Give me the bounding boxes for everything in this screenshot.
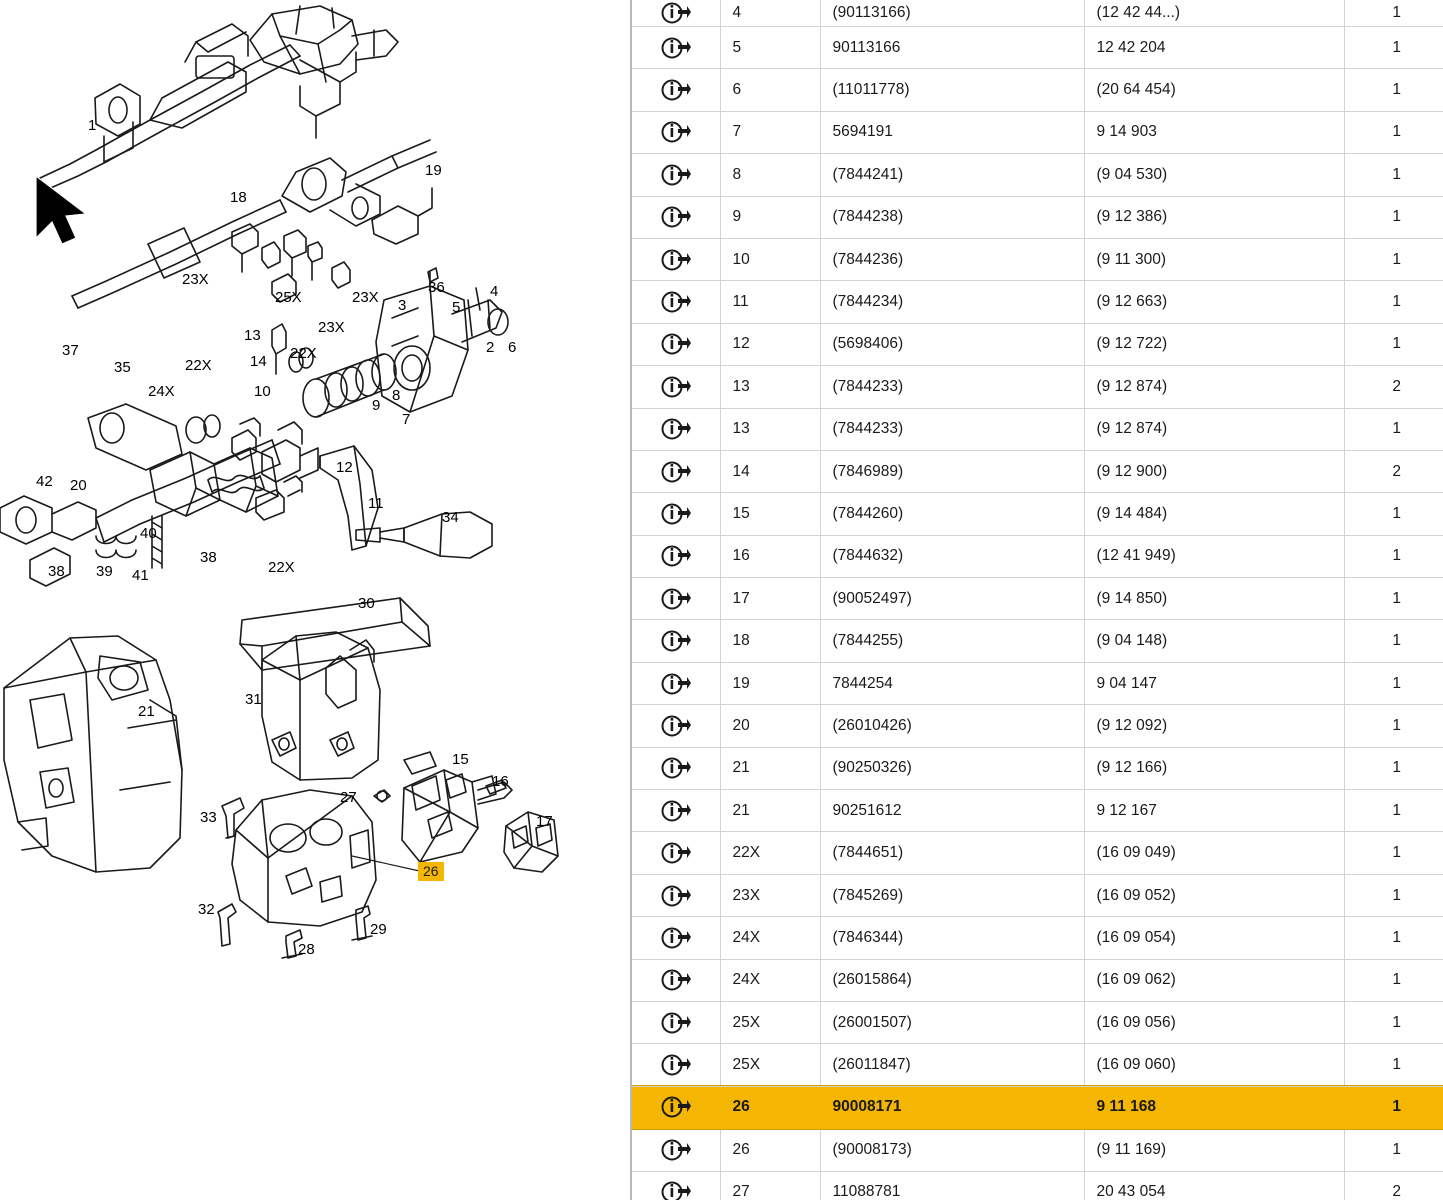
svg-text:39: 39 xyxy=(96,563,113,580)
row-quantity: 2 xyxy=(1344,1171,1443,1200)
svg-text:16: 16 xyxy=(492,773,509,790)
row-position: 22X xyxy=(720,832,820,874)
row-reference: 9 14 903 xyxy=(1084,111,1344,153)
row-part-number: (7845269) xyxy=(820,874,1084,916)
row-position: 4 xyxy=(720,0,820,27)
row-part-number: (5698406) xyxy=(820,323,1084,365)
table-row[interactable] xyxy=(632,154,1443,196)
row-info-cell[interactable] xyxy=(632,69,720,111)
table-row[interactable] xyxy=(632,578,1443,620)
row-info-cell[interactable] xyxy=(632,535,720,577)
table-row[interactable] xyxy=(632,27,1443,69)
row-info-cell[interactable] xyxy=(632,705,720,747)
row-info-cell[interactable] xyxy=(632,0,720,27)
row-position: 12 xyxy=(720,323,820,365)
row-position: 11 xyxy=(720,281,820,323)
row-quantity: 1 xyxy=(1344,238,1443,280)
svg-text:2: 2 xyxy=(486,339,495,356)
row-reference: 20 43 054 xyxy=(1084,1171,1344,1200)
row-reference: (9 14 850) xyxy=(1084,578,1344,620)
row-position: 26 xyxy=(720,1129,820,1171)
info-arrow-icon[interactable] xyxy=(661,204,691,230)
info-arrow-icon[interactable] xyxy=(661,1094,691,1120)
table-row[interactable] xyxy=(632,366,1443,408)
row-part-number: (7844236) xyxy=(820,238,1084,280)
row-position: 16 xyxy=(720,535,820,577)
table-row[interactable] xyxy=(632,705,1443,747)
svg-text:23X: 23X xyxy=(182,271,209,288)
row-quantity: 1 xyxy=(1344,1001,1443,1043)
svg-text:29: 29 xyxy=(370,921,387,938)
info-arrow-icon[interactable] xyxy=(661,713,691,739)
svg-text:34: 34 xyxy=(442,509,459,526)
row-position: 13 xyxy=(720,366,820,408)
table-row[interactable] xyxy=(632,408,1443,450)
row-info-cell[interactable] xyxy=(632,1129,720,1171)
row-info-cell[interactable] xyxy=(632,238,720,280)
row-position: 14 xyxy=(720,450,820,492)
row-quantity: 1 xyxy=(1344,69,1443,111)
row-quantity: 1 xyxy=(1344,196,1443,238)
row-info-cell[interactable] xyxy=(632,366,720,408)
row-info-cell[interactable] xyxy=(632,154,720,196)
info-arrow-icon[interactable] xyxy=(661,416,691,442)
row-position: 9 xyxy=(720,196,820,238)
info-arrow-icon[interactable] xyxy=(661,628,691,654)
svg-text:15: 15 xyxy=(452,751,469,768)
row-position: 27 xyxy=(720,1171,820,1200)
row-reference: (16 09 052) xyxy=(1084,874,1344,916)
svg-text:23X: 23X xyxy=(352,289,379,306)
info-arrow-icon[interactable] xyxy=(661,755,691,781)
row-quantity: 2 xyxy=(1344,366,1443,408)
row-quantity: 1 xyxy=(1344,832,1443,874)
row-info-cell[interactable] xyxy=(632,662,720,704)
row-position: 26 xyxy=(720,1086,820,1128)
row-info-cell[interactable] xyxy=(632,1171,720,1200)
row-part-number: (90008173) xyxy=(820,1129,1084,1171)
info-arrow-icon[interactable] xyxy=(661,798,691,824)
row-part-number: 5694191 xyxy=(820,111,1084,153)
row-position: 24X xyxy=(720,959,820,1001)
info-arrow-icon[interactable] xyxy=(661,1179,691,1200)
svg-text:27: 27 xyxy=(340,789,357,806)
row-info-cell[interactable] xyxy=(632,578,720,620)
row-quantity: 2 xyxy=(1344,450,1443,492)
info-arrow-icon[interactable] xyxy=(661,586,691,612)
table-row[interactable] xyxy=(632,535,1443,577)
table-row[interactable] xyxy=(632,917,1443,959)
row-part-number: (90250326) xyxy=(820,747,1084,789)
row-part-number: (7844233) xyxy=(820,408,1084,450)
row-quantity: 1 xyxy=(1344,27,1443,69)
table-row[interactable] xyxy=(632,662,1443,704)
info-arrow-icon[interactable] xyxy=(661,967,691,993)
table-row[interactable] xyxy=(632,790,1443,832)
row-part-number: (7844233) xyxy=(820,366,1084,408)
row-reference: (12 41 949) xyxy=(1084,535,1344,577)
row-info-cell[interactable] xyxy=(632,111,720,153)
row-position: 21 xyxy=(720,747,820,789)
row-reference: (9 12 166) xyxy=(1084,747,1344,789)
row-quantity: 1 xyxy=(1344,1129,1443,1171)
row-quantity: 1 xyxy=(1344,662,1443,704)
parts-table-pane[interactable] xyxy=(632,0,1443,1200)
table-row[interactable] xyxy=(632,1129,1443,1171)
row-position: 25X xyxy=(720,1001,820,1043)
row-part-number: 90008171 xyxy=(820,1086,1084,1128)
row-part-number: (26010426) xyxy=(820,705,1084,747)
svg-text:6: 6 xyxy=(508,339,517,356)
row-position: 13 xyxy=(720,408,820,450)
row-reference: (9 11 169) xyxy=(1084,1129,1344,1171)
row-position: 20 xyxy=(720,705,820,747)
svg-text:35: 35 xyxy=(114,359,131,376)
svg-text:31: 31 xyxy=(245,691,262,708)
row-reference: (9 14 484) xyxy=(1084,493,1344,535)
row-part-number: (7844260) xyxy=(820,493,1084,535)
table-row[interactable] xyxy=(632,323,1443,365)
info-arrow-icon[interactable] xyxy=(661,1010,691,1036)
table-row[interactable] xyxy=(632,450,1443,492)
svg-text:21: 21 xyxy=(138,703,155,720)
row-part-number: (26015864) xyxy=(820,959,1084,1001)
info-arrow-icon[interactable] xyxy=(661,374,691,400)
row-reference: 9 04 147 xyxy=(1084,662,1344,704)
row-part-number: (7844632) xyxy=(820,535,1084,577)
table-row[interactable] xyxy=(632,69,1443,111)
row-info-cell[interactable] xyxy=(632,27,720,69)
row-part-number: (7846344) xyxy=(820,917,1084,959)
row-info-cell[interactable] xyxy=(632,1044,720,1086)
row-quantity: 1 xyxy=(1344,281,1443,323)
row-part-number: (90052497) xyxy=(820,578,1084,620)
row-part-number: 11088781 xyxy=(820,1171,1084,1200)
row-position: 6 xyxy=(720,69,820,111)
diagram-highlight-callout[interactable]: 26 xyxy=(418,862,444,881)
svg-text:10: 10 xyxy=(254,383,271,400)
row-reference: (9 11 300) xyxy=(1084,238,1344,280)
row-info-cell[interactable] xyxy=(632,917,720,959)
row-info-cell[interactable] xyxy=(632,450,720,492)
row-position: 18 xyxy=(720,620,820,662)
row-quantity: 1 xyxy=(1344,578,1443,620)
info-arrow-icon[interactable] xyxy=(661,35,691,61)
row-part-number: (7844651) xyxy=(820,832,1084,874)
row-info-cell[interactable] xyxy=(632,620,720,662)
row-reference: (16 09 054) xyxy=(1084,917,1344,959)
row-part-number: (7846989) xyxy=(820,450,1084,492)
row-part-number: (26011847) xyxy=(820,1044,1084,1086)
row-part-number: (7844238) xyxy=(820,196,1084,238)
svg-text:30: 30 xyxy=(358,595,375,612)
info-arrow-icon[interactable] xyxy=(661,883,691,909)
info-arrow-icon[interactable] xyxy=(661,501,691,527)
row-position: 7 xyxy=(720,111,820,153)
svg-text:17: 17 xyxy=(536,813,553,830)
row-part-number: 7844254 xyxy=(820,662,1084,704)
svg-text:9: 9 xyxy=(372,397,381,414)
row-reference: (9 12 900) xyxy=(1084,450,1344,492)
row-reference: (9 12 722) xyxy=(1084,323,1344,365)
row-part-number: (11011778) xyxy=(820,69,1084,111)
row-info-cell[interactable] xyxy=(632,1001,720,1043)
row-reference: (16 09 060) xyxy=(1084,1044,1344,1086)
svg-text:7: 7 xyxy=(402,411,411,428)
row-info-cell[interactable] xyxy=(632,747,720,789)
table-row-selected[interactable] xyxy=(632,1086,1443,1128)
svg-text:11: 11 xyxy=(368,495,384,512)
table-row[interactable] xyxy=(632,111,1443,153)
row-position: 5 xyxy=(720,27,820,69)
info-arrow-icon[interactable] xyxy=(661,459,691,485)
row-quantity: 1 xyxy=(1344,154,1443,196)
svg-text:5: 5 xyxy=(452,299,461,316)
svg-text:32: 32 xyxy=(198,901,215,918)
parts-diagram[interactable] xyxy=(0,0,630,1200)
parts-table xyxy=(632,0,1443,1200)
svg-text:18: 18 xyxy=(230,189,247,206)
svg-text:33: 33 xyxy=(200,809,217,826)
row-info-cell[interactable] xyxy=(632,874,720,916)
row-reference: 9 11 168 xyxy=(1084,1086,1344,1128)
info-arrow-icon[interactable] xyxy=(661,247,691,273)
svg-text:4: 4 xyxy=(490,283,499,300)
info-arrow-icon[interactable] xyxy=(661,671,691,697)
row-part-number: 90113166 xyxy=(820,27,1084,69)
table-row[interactable] xyxy=(632,0,1443,27)
svg-text:25X: 25X xyxy=(275,289,302,306)
row-reference: (16 09 056) xyxy=(1084,1001,1344,1043)
row-reference: (9 04 530) xyxy=(1084,154,1344,196)
svg-text:37: 37 xyxy=(62,342,79,359)
row-info-cell[interactable] xyxy=(632,408,720,450)
svg-text:8: 8 xyxy=(392,387,401,404)
row-quantity: 1 xyxy=(1344,874,1443,916)
row-info-cell[interactable] xyxy=(632,959,720,1001)
svg-text:38: 38 xyxy=(48,563,65,580)
row-info-cell[interactable] xyxy=(632,790,720,832)
svg-text:36: 36 xyxy=(428,279,445,296)
table-row[interactable] xyxy=(632,1001,1443,1043)
row-position: 25X xyxy=(720,1044,820,1086)
svg-text:41: 41 xyxy=(132,567,149,584)
row-reference: (9 12 092) xyxy=(1084,705,1344,747)
row-quantity: 1 xyxy=(1344,323,1443,365)
row-reference: (12 42 44...) xyxy=(1084,0,1344,27)
row-info-cell[interactable] xyxy=(632,281,720,323)
row-part-number: (7844255) xyxy=(820,620,1084,662)
row-info-cell[interactable] xyxy=(632,196,720,238)
info-arrow-icon[interactable] xyxy=(661,1052,691,1078)
row-part-number: (7844234) xyxy=(820,281,1084,323)
info-arrow-icon[interactable] xyxy=(661,840,691,866)
table-row[interactable] xyxy=(632,747,1443,789)
row-part-number: 90251612 xyxy=(820,790,1084,832)
info-arrow-icon[interactable] xyxy=(661,1137,691,1163)
table-row[interactable] xyxy=(632,832,1443,874)
row-info-cell[interactable] xyxy=(632,323,720,365)
table-row[interactable] xyxy=(632,959,1443,1001)
row-part-number: (7844241) xyxy=(820,154,1084,196)
svg-text:13: 13 xyxy=(244,327,261,344)
table-row[interactable] xyxy=(632,874,1443,916)
row-reference: (9 12 874) xyxy=(1084,408,1344,450)
row-info-cell[interactable] xyxy=(632,1086,720,1128)
info-arrow-icon[interactable] xyxy=(661,543,691,569)
svg-text:14: 14 xyxy=(250,353,267,370)
row-info-cell[interactable] xyxy=(632,493,720,535)
svg-text:22X: 22X xyxy=(268,559,295,576)
svg-text:23X: 23X xyxy=(318,319,345,336)
row-quantity: 1 xyxy=(1344,1086,1443,1128)
row-quantity: 1 xyxy=(1344,790,1443,832)
diagram-svg xyxy=(0,0,630,1200)
svg-text:24X: 24X xyxy=(148,383,175,400)
row-quantity: 1 xyxy=(1344,959,1443,1001)
row-quantity: 1 xyxy=(1344,493,1443,535)
row-info-cell[interactable] xyxy=(632,832,720,874)
row-quantity: 1 xyxy=(1344,535,1443,577)
info-arrow-icon[interactable] xyxy=(661,289,691,315)
row-position: 17 xyxy=(720,578,820,620)
svg-text:19: 19 xyxy=(425,162,442,179)
table-row[interactable] xyxy=(632,1044,1443,1086)
info-arrow-icon[interactable] xyxy=(661,0,691,26)
row-reference: (9 12 386) xyxy=(1084,196,1344,238)
svg-text:38: 38 xyxy=(200,549,217,566)
mouse-cursor xyxy=(36,176,86,244)
row-part-number: (90113166) xyxy=(820,0,1084,27)
table-row[interactable] xyxy=(632,238,1443,280)
row-part-number: (26001507) xyxy=(820,1001,1084,1043)
row-reference: (20 64 454) xyxy=(1084,69,1344,111)
svg-text:12: 12 xyxy=(336,459,353,476)
row-position: 19 xyxy=(720,662,820,704)
svg-text:22X: 22X xyxy=(290,345,317,362)
svg-text:22X: 22X xyxy=(185,357,212,374)
row-reference: (16 09 062) xyxy=(1084,959,1344,1001)
row-quantity: 1 xyxy=(1344,111,1443,153)
svg-text:40: 40 xyxy=(140,525,157,542)
row-reference: (16 09 049) xyxy=(1084,832,1344,874)
row-quantity: 1 xyxy=(1344,917,1443,959)
row-position: 8 xyxy=(720,154,820,196)
row-reference: 12 42 204 xyxy=(1084,27,1344,69)
info-arrow-icon[interactable] xyxy=(661,925,691,951)
svg-text:20: 20 xyxy=(70,477,87,494)
svg-text:1: 1 xyxy=(88,117,97,134)
row-quantity: 1 xyxy=(1344,705,1443,747)
info-arrow-icon[interactable] xyxy=(661,77,691,103)
row-position: 24X xyxy=(720,917,820,959)
table-row[interactable] xyxy=(632,1171,1443,1200)
table-row[interactable] xyxy=(632,493,1443,535)
svg-text:3: 3 xyxy=(398,297,407,314)
row-quantity: 1 xyxy=(1344,747,1443,789)
table-row[interactable] xyxy=(632,620,1443,662)
row-position: 15 xyxy=(720,493,820,535)
row-position: 10 xyxy=(720,238,820,280)
row-quantity: 1 xyxy=(1344,1044,1443,1086)
row-quantity: 1 xyxy=(1344,620,1443,662)
row-quantity: 1 xyxy=(1344,408,1443,450)
svg-text:28: 28 xyxy=(298,941,315,958)
row-quantity: 1 xyxy=(1344,0,1443,27)
table-row[interactable] xyxy=(632,196,1443,238)
info-arrow-icon[interactable] xyxy=(661,119,691,145)
row-position: 23X xyxy=(720,874,820,916)
row-reference: (9 12 663) xyxy=(1084,281,1344,323)
parts-table-body xyxy=(632,0,1443,1200)
row-reference: 9 12 167 xyxy=(1084,790,1344,832)
table-row[interactable] xyxy=(632,281,1443,323)
info-arrow-icon[interactable] xyxy=(661,162,691,188)
row-reference: (9 12 874) xyxy=(1084,366,1344,408)
row-position: 21 xyxy=(720,790,820,832)
info-arrow-icon[interactable] xyxy=(661,331,691,357)
row-reference: (9 04 148) xyxy=(1084,620,1344,662)
svg-text:42: 42 xyxy=(36,473,53,490)
